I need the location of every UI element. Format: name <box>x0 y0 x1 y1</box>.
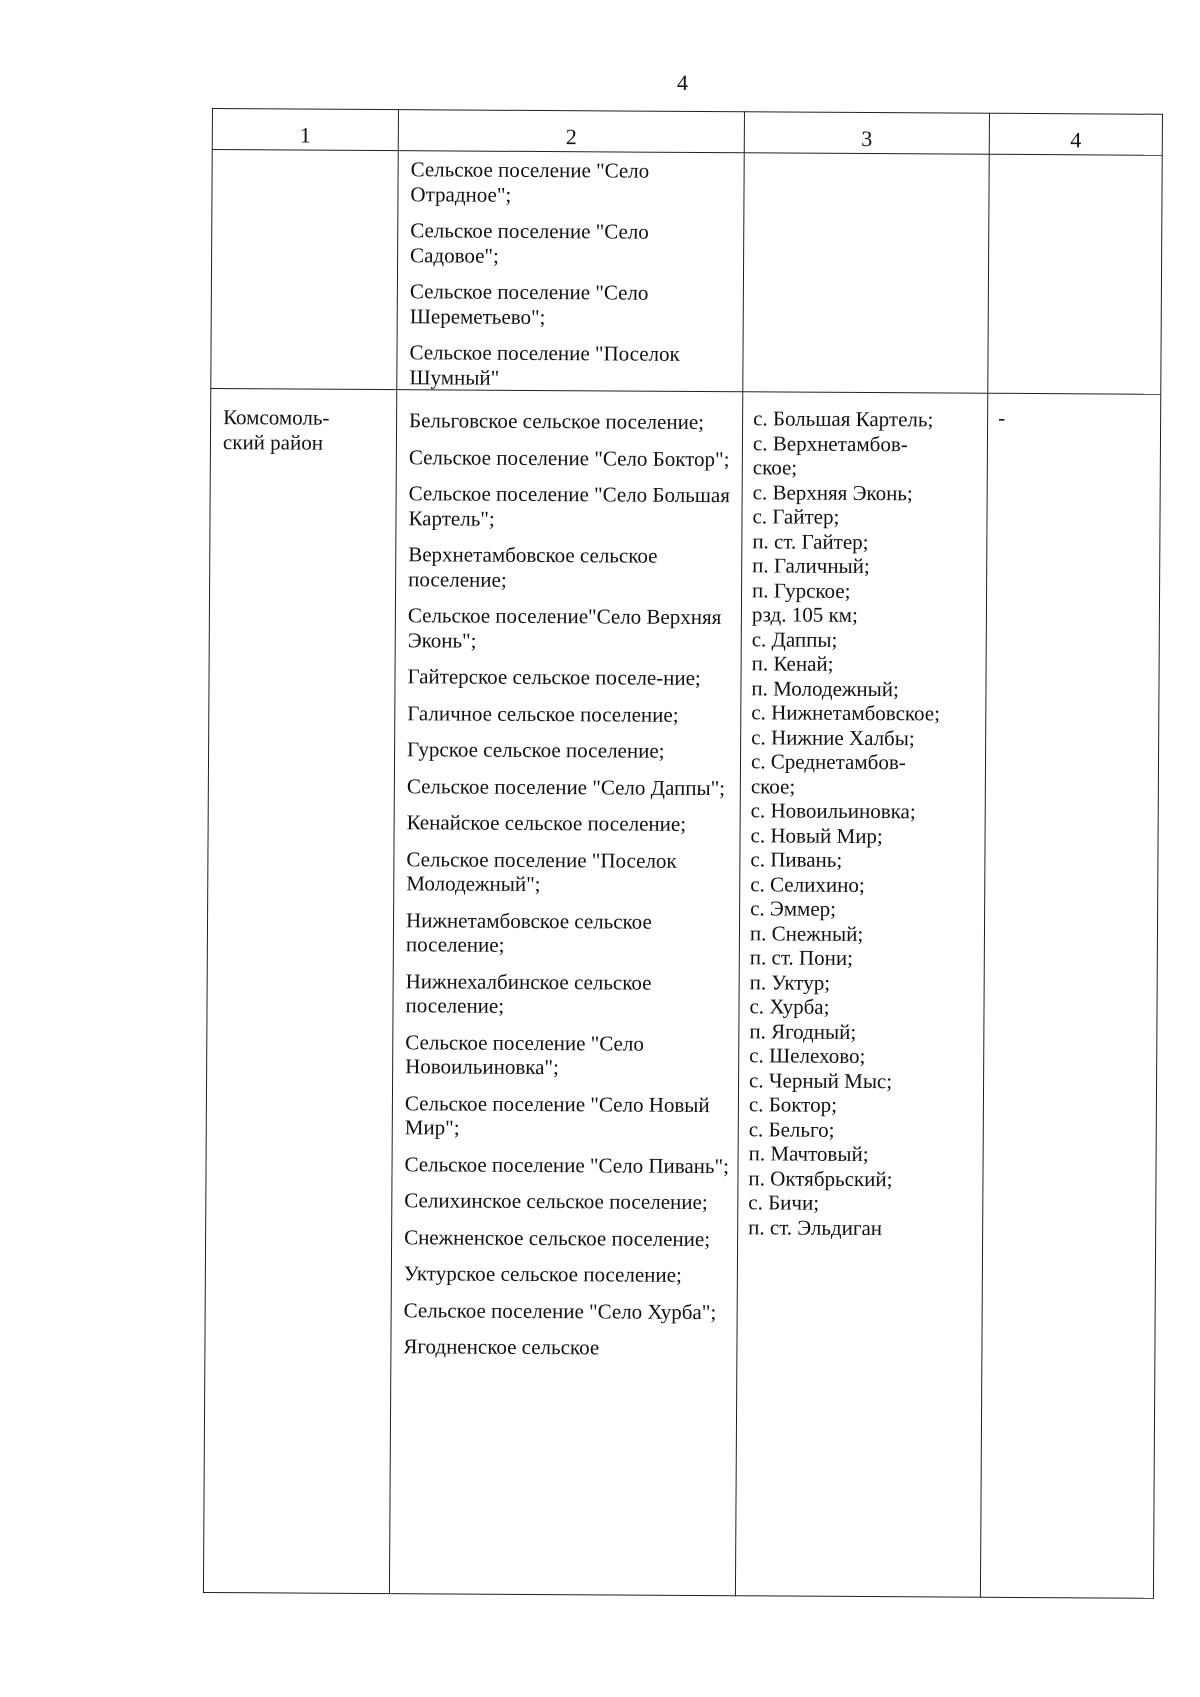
settlement-entry: Нижнетамбовское сельское поселение; <box>405 907 652 957</box>
settlement-entry: Сельское поселение "Село Боктор"; <box>408 444 730 471</box>
settlement-entry: Нижнехалбинское сельское поселение; <box>405 968 652 1018</box>
village-entry: с. Большая Картель; <box>753 406 934 432</box>
col4-cell <box>988 154 1162 394</box>
header-col-4: 4 <box>989 113 1162 155</box>
settlement-entry: Кенайское сельское поселение; <box>406 810 687 836</box>
table-row <box>211 150 1162 395</box>
village-entry: п. Галичный; <box>752 553 870 579</box>
village-entry: п. Гурское; <box>751 577 851 603</box>
settlement-entry: Селихинское сельское поселение; <box>404 1188 708 1215</box>
page-number: 4 <box>677 70 688 95</box>
col4-cell <box>980 393 1160 1598</box>
village-entry: с. Верхняя Эконь; <box>752 479 913 505</box>
village-entry: с. Бельго; <box>748 1116 835 1142</box>
settlement-entry: Сельское поселение "Село Новоильиновка"; <box>405 1029 644 1080</box>
village-entry: с. Даппы; <box>751 626 838 652</box>
village-entry: с. Бичи; <box>748 1190 820 1215</box>
settlements-table <box>203 108 1163 1599</box>
village-entry: с. Шелехово; <box>749 1043 866 1069</box>
village-entry: с. Новый Мир; <box>750 822 883 848</box>
header-col-1: 1 <box>212 109 398 151</box>
village-entry: с. Среднетамбов- <box>750 749 906 775</box>
settlement-entry: Сельское поселение "Поселок Молодежный"; <box>406 846 677 897</box>
settlement-entry: Сельское поселение "Село Отрадное"; <box>410 157 650 207</box>
settlement-entry: Сельское поселение "Село Новый Мир"; <box>404 1090 710 1140</box>
settlement-entry: Уктурское сельское поселение; <box>403 1261 682 1287</box>
header-col-2: 2 <box>398 110 744 153</box>
table-header-row <box>212 109 1162 156</box>
settlement-entry: Ягодненское сельское <box>403 1334 600 1360</box>
settlement-entry: Галичное сельское поселение; <box>407 700 679 727</box>
village-entry: с. Эммер; <box>750 896 837 921</box>
table-row <box>203 388 1160 1598</box>
village-entry: с. Новоильиновка; <box>750 798 916 824</box>
village-entry: п. Ягодный; <box>749 1018 857 1044</box>
district-name: Комсомоль-ский район <box>222 405 330 455</box>
settlements-cell <box>389 390 742 1596</box>
settlement-entry: Бельговское сельское поселение; <box>409 408 705 435</box>
village-entry: п. Молодежный; <box>751 675 899 701</box>
header-col-3: 3 <box>744 112 989 154</box>
district-cell <box>203 388 396 1593</box>
settlement-entry: Гайтерское сельское поселе-ние; <box>407 664 701 690</box>
village-entry: п. Уктур; <box>749 969 831 995</box>
settlement-entry: Сельское поселение "Село Большая Картель"; <box>408 481 731 531</box>
village-entry: п. ст. Пони; <box>749 945 854 970</box>
settlement-entry: Сельское поселение "Село Хурба"; <box>403 1297 717 1324</box>
village-entry: с. Гайтер; <box>752 504 840 529</box>
settlement-entry: Сельское поселение "Село Даппы"; <box>406 773 726 800</box>
col4-value: - <box>998 405 1006 430</box>
village-entry: рзд. 105 км; <box>751 602 858 627</box>
village-entry: с. Нижние Халбы; <box>751 724 915 750</box>
village-entry: с. Хурба; <box>749 994 830 1019</box>
village-entry: с. Черный Мыс; <box>749 1067 893 1093</box>
village-entry: п. ст. Гайтер; <box>752 528 869 554</box>
villages-cell <box>743 153 989 393</box>
settlement-entry: Сельское поселение "Село Пивань"; <box>404 1151 730 1178</box>
settlement-entry: Сельское поселение "Поселок Шумный" <box>409 340 680 390</box>
settlement-entry: Гурское сельское поселение; <box>407 737 665 763</box>
village-entry: с. Верхнетамбов- <box>752 430 908 456</box>
settlement-entry: Сельское поселение "Село Шереметьево"; <box>409 279 649 329</box>
village-entry: п. Мачтовый; <box>748 1141 869 1167</box>
village-entry: ское; <box>752 455 798 480</box>
settlement-entry: Сельское поселение"Село Верхняя Эконь"; <box>407 603 722 653</box>
settlement-entry: Верхнетамбовское сельское поселение; <box>408 542 658 592</box>
village-entry: с. Боктор; <box>748 1092 838 1117</box>
village-entry: п. Снежный; <box>749 920 864 946</box>
village-entry: с. Пивань; <box>750 847 843 872</box>
village-entry: ское; <box>750 773 796 799</box>
settlements-cell <box>397 151 744 392</box>
village-entry: п. ст. Эльдиган <box>748 1214 883 1240</box>
district-cell <box>211 150 398 390</box>
settlement-entry: Сельское поселение "Село Садовое"; <box>410 218 649 268</box>
settlement-entry: Снежненское сельское поселение; <box>404 1224 711 1251</box>
villages-cell <box>735 392 987 1597</box>
village-entry: п. Октябрьский; <box>748 1165 893 1191</box>
village-entry: с. Нижнетамбовское; <box>751 700 941 726</box>
village-entry: с. Селихино; <box>750 871 865 897</box>
village-entry: п. Кенай; <box>751 651 834 676</box>
